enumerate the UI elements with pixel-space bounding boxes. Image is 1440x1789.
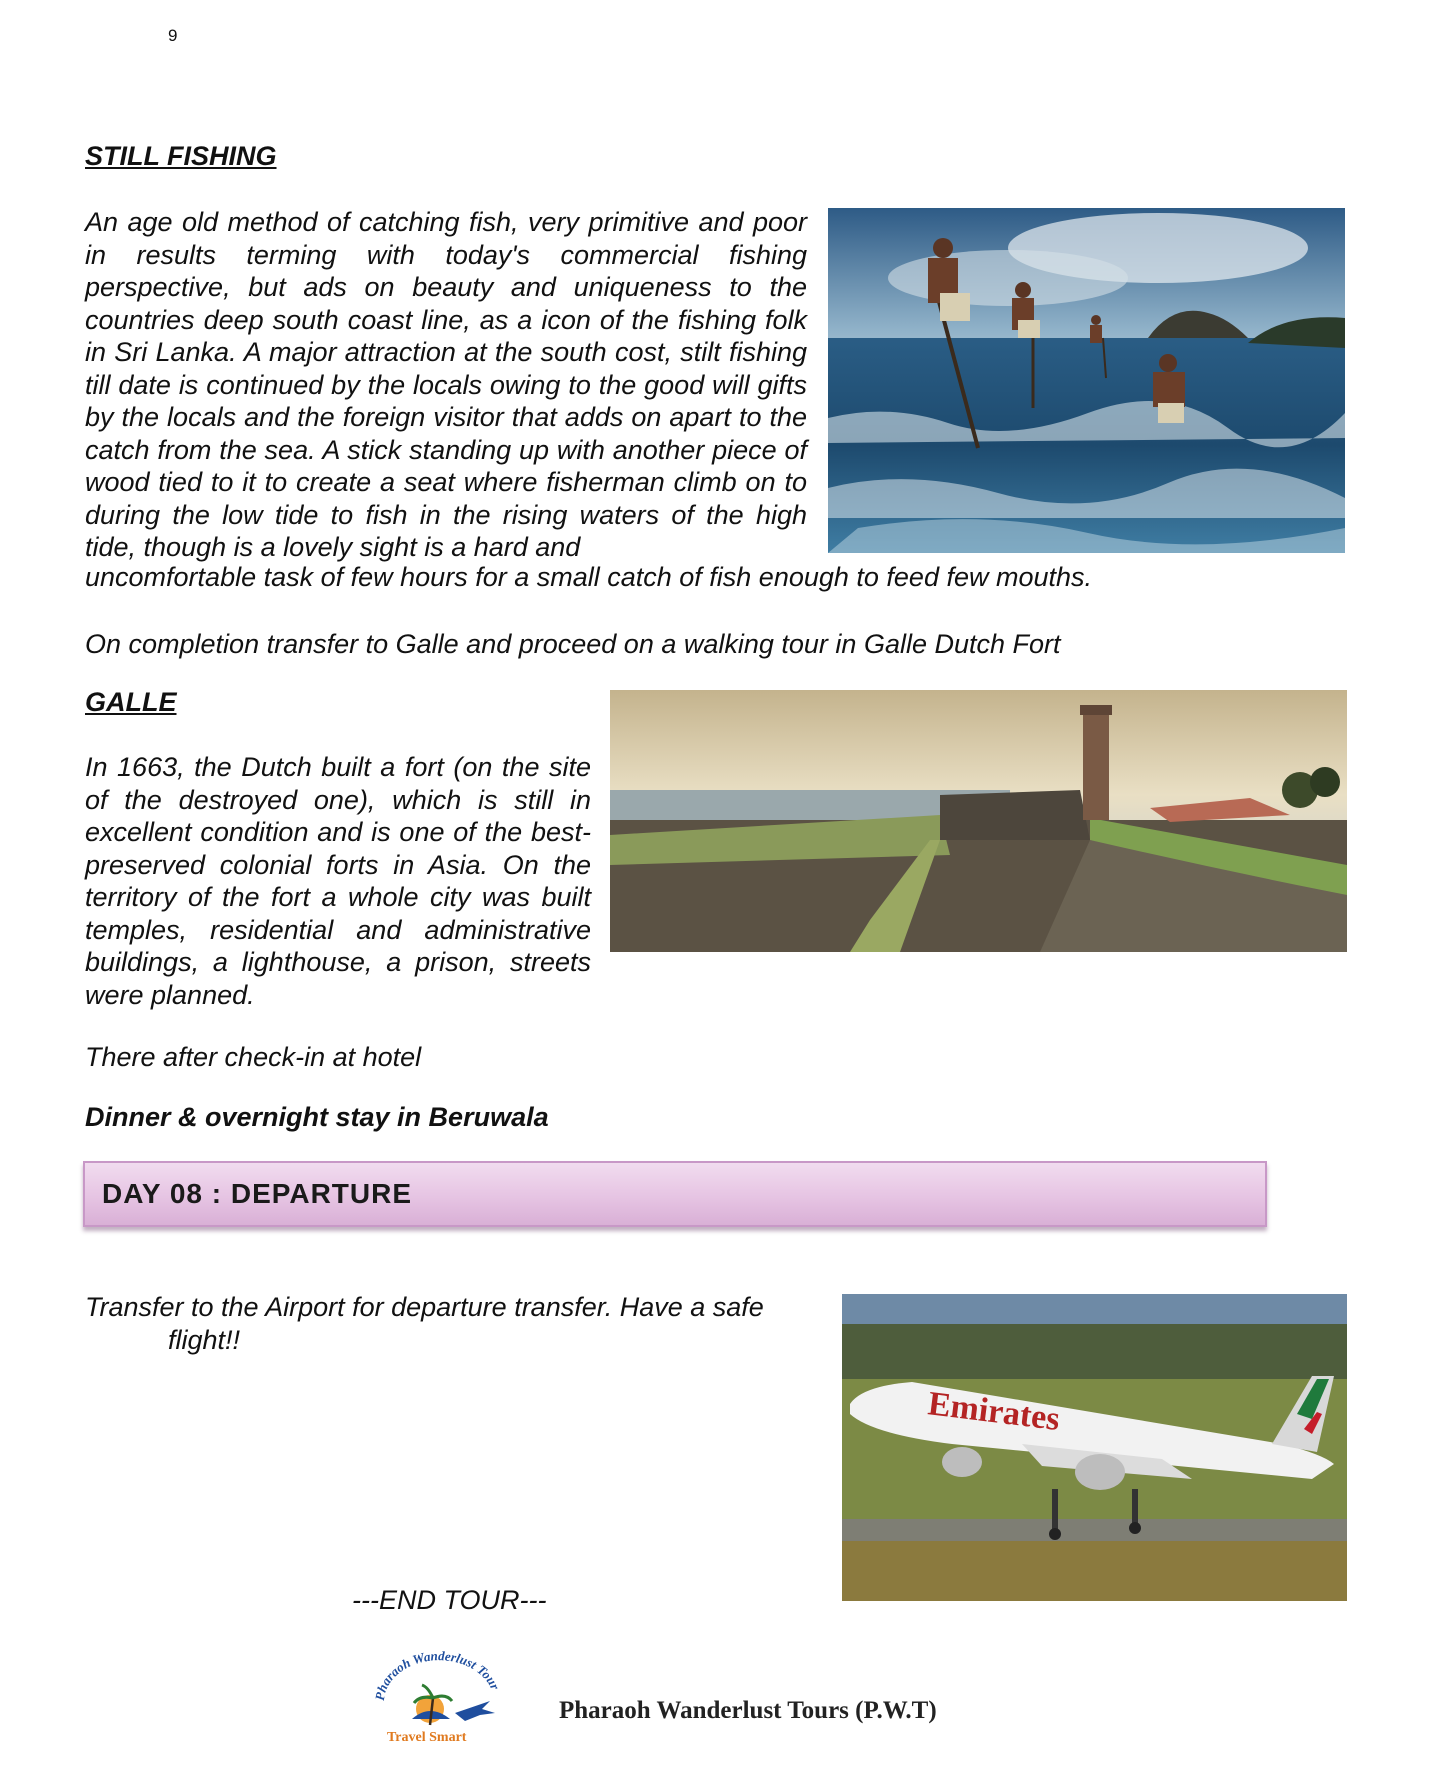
day-08-banner bbox=[83, 1161, 1267, 1227]
departure-text-line1: Transfer to the Airport for departure transfer. Have a safe bbox=[85, 1292, 764, 1322]
logo-arc-text bbox=[370, 1643, 503, 1701]
still-fishing-paragraph: An age old method of catching fish, very primitive and poor in results terming with today's commercial fishing perspective, but ads on beauty and uniqueness to the countries deep south coast line, as a icon of the fishing folk in Sri Lanka. A major attraction at the south cost, stilt fishing till date is continued by the locals owing to the good will gifts by the locals and the foreign visitor that adds on apart to the catch from the sea. A stick standing up with another piece of wood tied to it to create a seat where fisherman climb on to during the low tide to fish in the rising waters of the high tide, though is a lovely sight is a hard and bbox=[85, 207, 807, 562]
dinner-text: Dinner & overnight stay in Beruwala bbox=[85, 1102, 549, 1132]
stilt-fishing-photo bbox=[828, 208, 1345, 553]
checkin-text: There after check-in at hotel bbox=[85, 1042, 422, 1072]
footer-company-name: Pharaoh Wanderlust Tours (P.W.T) bbox=[559, 1697, 937, 1724]
transfer-galle-text: On completion transfer to Galle and proceed on a walking tour in Galle Dutch Fort bbox=[85, 629, 1061, 659]
galle-heading: GALLE bbox=[85, 687, 177, 717]
still-fishing-paragraph-tail: uncomfortable task of few hours for a small catch of fish enough to feed few mouths. bbox=[85, 562, 1093, 592]
still-fishing-heading: STILL FISHING bbox=[85, 141, 277, 171]
end-tour-text: ---END TOUR--- bbox=[352, 1585, 547, 1615]
emirates-plane-photo bbox=[842, 1294, 1347, 1601]
emirates-livery-text: Emirates bbox=[926, 1385, 1062, 1439]
logo-arc-textpath: Pharaoh Wanderlust Tour bbox=[371, 1648, 503, 1702]
day-08-title: DAY 08 : DEPARTURE bbox=[102, 1178, 413, 1209]
galle-fort-photo bbox=[610, 690, 1347, 952]
logo-tagline: Travel Smart bbox=[387, 1730, 467, 1745]
galle-paragraph: In 1663, the Dutch built a fort (on the site of the destroyed one), which is still in excellent condition and is one of the best-preserved colonial forts in Asia. On the territory of the fort a whole city was built temples, residential and administrative buildings, a lighthouse, a prison, streets were planned. bbox=[85, 752, 591, 1010]
company-logo bbox=[370, 1643, 505, 1748]
departure-text-line2: flight!! bbox=[168, 1325, 241, 1355]
page-number: 9 bbox=[168, 26, 178, 45]
